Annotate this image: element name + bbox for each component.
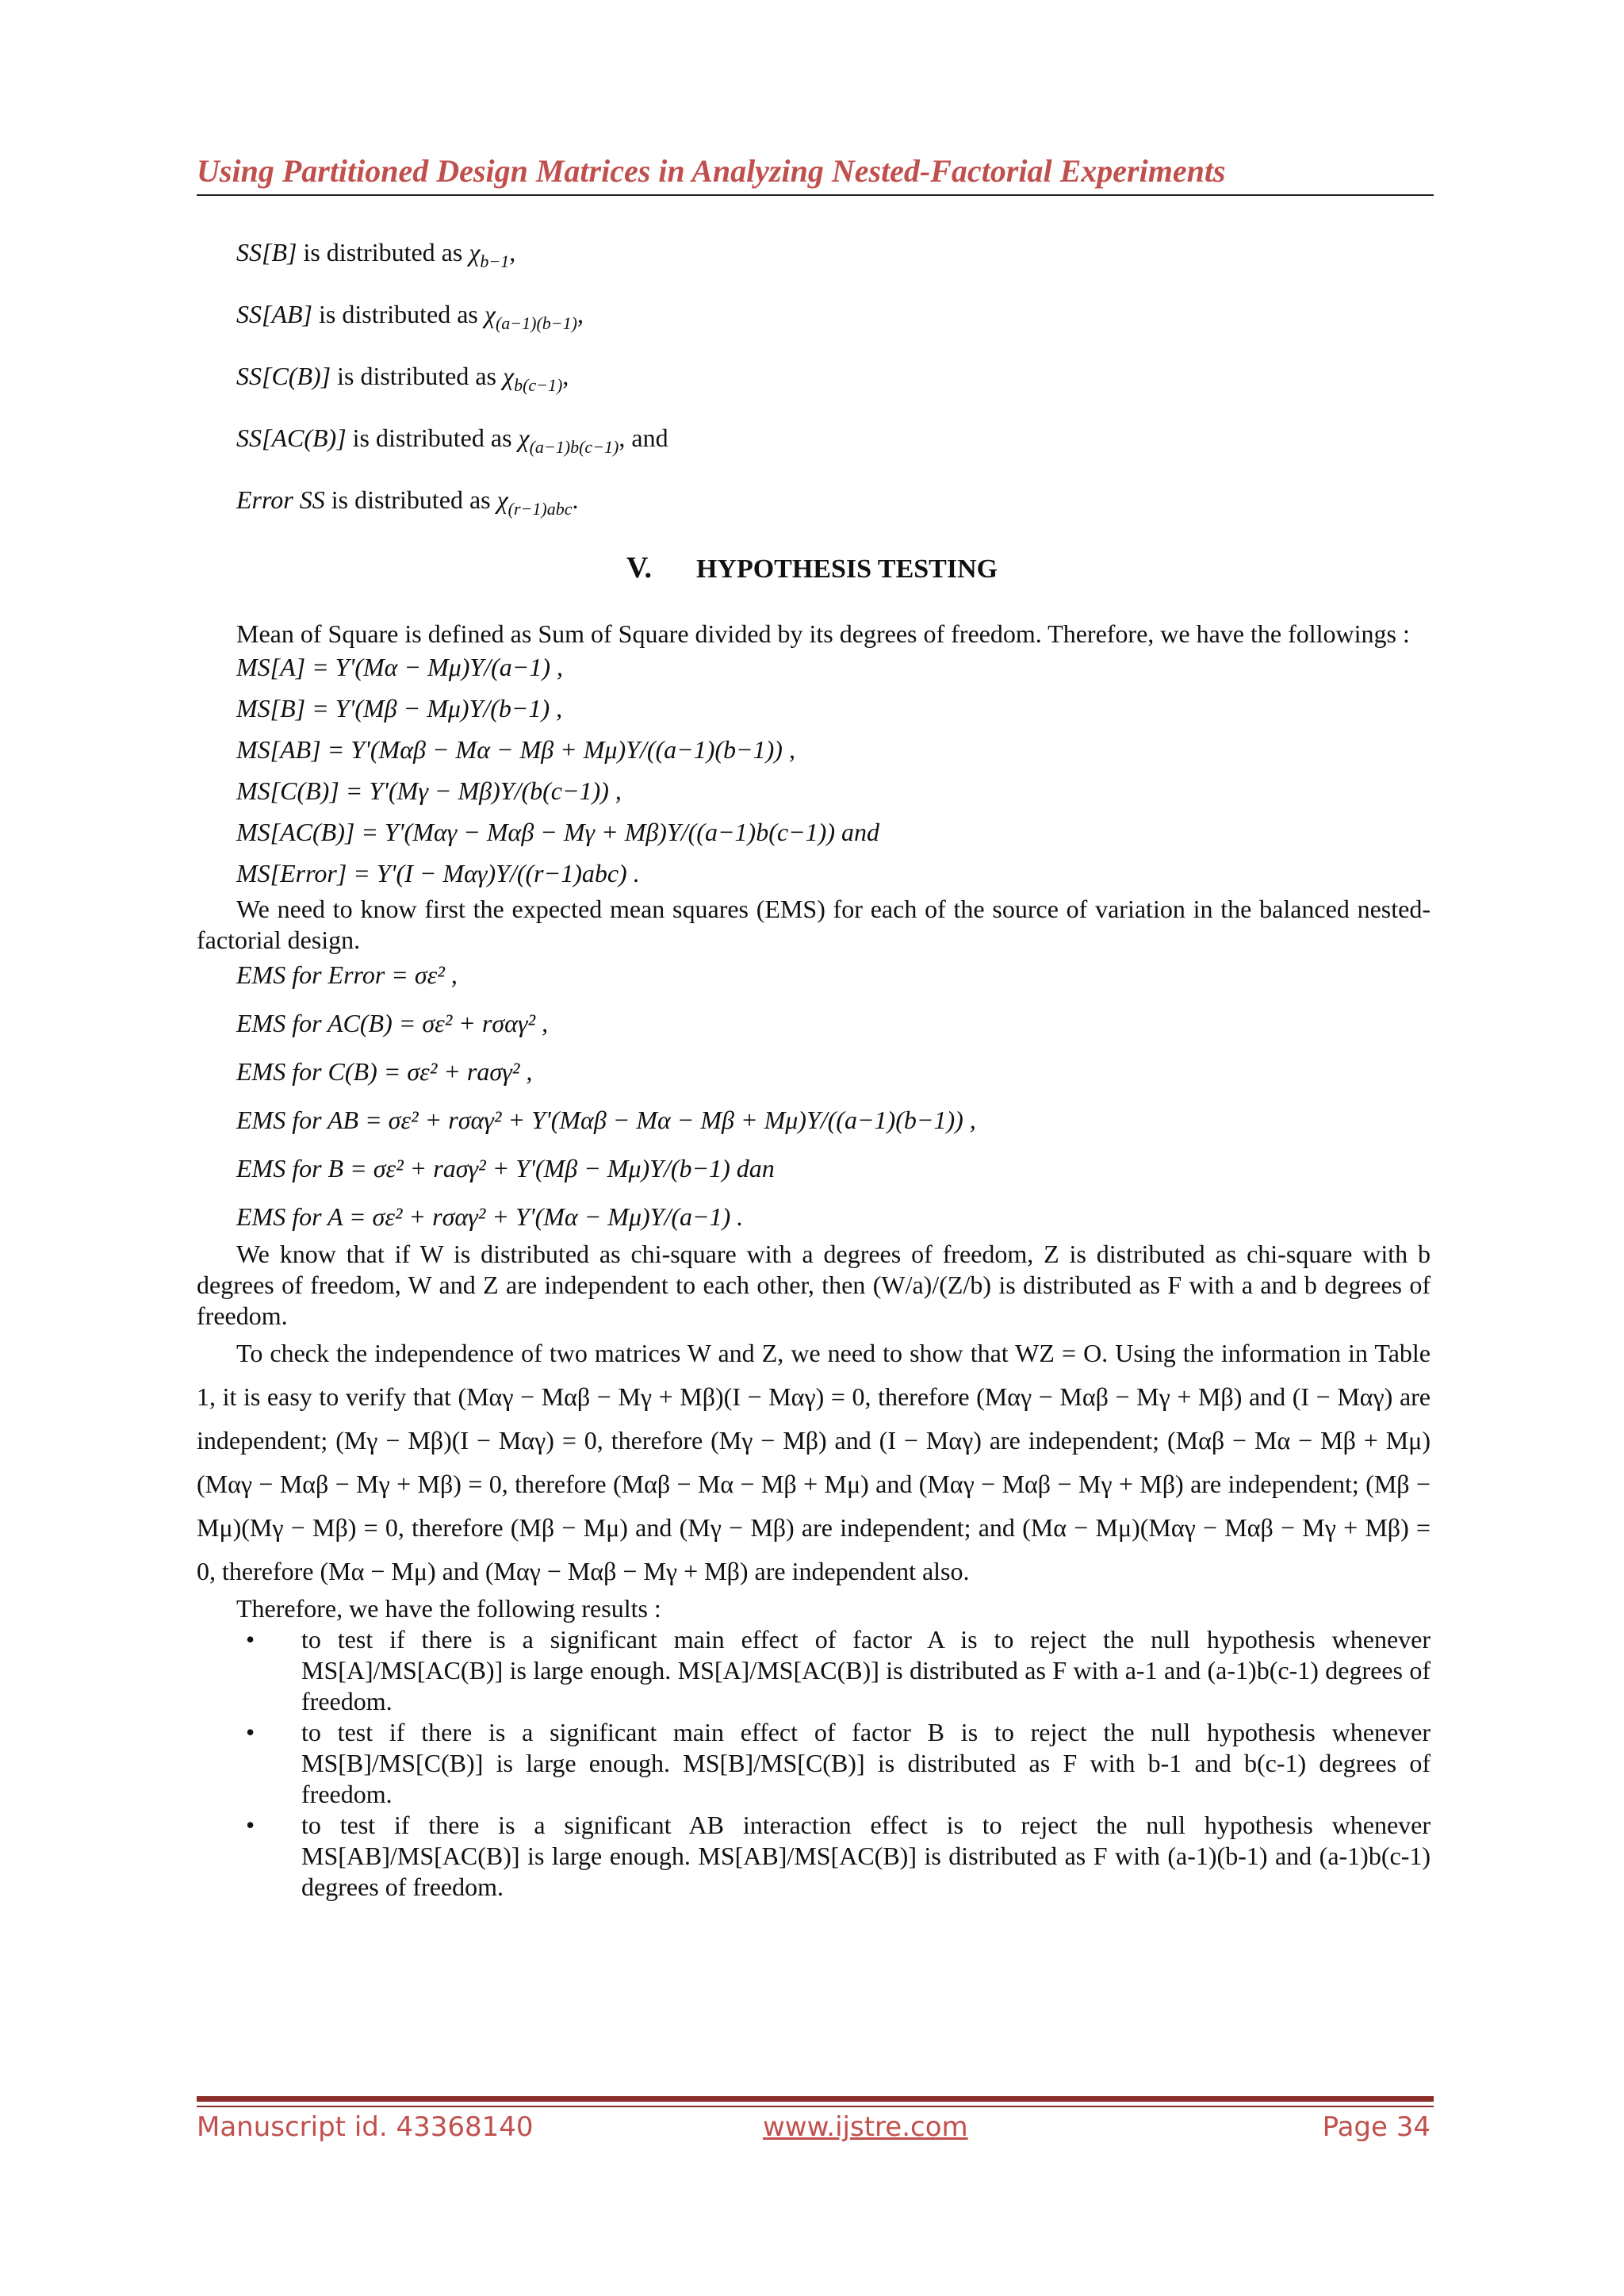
chi-square-paragraph: We know that if W is distributed as chi-square with a degrees of freedom, Z is distributed as chi-square with b degrees of freedom, W and Z are independent to each other, then (W/a)/(Z/b) is distributed as F with a and b degrees of freedom. [197, 1240, 1431, 1330]
mean-square-item: MS[Error] = Y'(I − Mαγ)Y/((r−1)abc) . [236, 859, 640, 887]
mean-squares-list [197, 651, 1431, 889]
body-text [197, 619, 1431, 1903]
manuscript-id: Manuscript id. 43368140 [197, 2111, 534, 2143]
mean-square-item: MS[B] = Y'(Mβ − Mμ)Y/(b−1) , [236, 694, 563, 723]
footer-rule-thin [197, 2106, 1434, 2107]
result-bullet: • to test if there is a significant AB interaction effect is to reject the null hypothesis whenever MS[AB]/MS[AC(B)] is large enough. MS[AB]/MS[AC(B)] is distributed as F with (a-1)(b-1) and (a-1)b(c-1) degrees of freedom. [246, 1811, 1431, 1901]
page-number: Page 34 [1322, 2111, 1431, 2143]
distribution-item: SS[AC(B)] is distributed as $\chi_{(a-1)b(c-1)}$, and [236, 424, 668, 457]
distribution-item: SS[B] is distributed as $\chi_{b-1}$, [236, 238, 516, 271]
section-number: V. [626, 551, 652, 585]
ems-item: EMS for A = σε² + rσαγ² + Y'(Mα − Mμ)Y/(a−1) . [236, 1202, 744, 1231]
distribution-list [197, 236, 1431, 525]
ems-item: EMS for B = σε² + raσγ² + Y'(Mβ − Mμ)Y/(b−1) dan [236, 1154, 775, 1182]
bullet-marker: • [246, 1811, 255, 1839]
distribution-item: SS[AB] is distributed as $\chi_{(a-1)(b-1)}$, [236, 300, 584, 333]
header-rule [197, 194, 1434, 196]
results-list [197, 1624, 1431, 1903]
distribution-item: SS[C(B)] is distributed as $\chi_{b(c-1)}$, [236, 362, 569, 395]
ems-paragraph: We need to know first the expected mean squares (EMS) for each of the source of variation in the balanced nested-factorial design. [197, 895, 1431, 954]
mean-square-item: MS[AC(B)] = Y'(Mαγ − Mαβ − Mγ + Mβ)Y/((a−1)b(c−1)) and [236, 818, 879, 846]
section-heading [0, 550, 1624, 585]
bullet-marker: • [246, 1718, 255, 1746]
bullet-marker: • [246, 1625, 255, 1654]
mean-square-item: MS[AB] = Y'(Mαβ − Mα − Mβ + Mμ)Y/((a−1)(b−1)) , [236, 735, 795, 764]
ems-item: EMS for Error = σε² , [236, 960, 458, 989]
mean-square-item: MS[A] = Y'(Mα − Mμ)Y/(a−1) , [236, 653, 564, 681]
website-link[interactable]: www.ijstre.com [763, 2111, 968, 2143]
independence-paragraph: To check the independence of two matrices W and Z, we need to show that WZ = O. Using the information in Table 1, it is easy to verify that (Mαγ − Mαβ − Mγ + Mβ)(I − Mαγ) = 0, therefore (Mαγ − Mαβ − Mγ + Mβ) and (I − Mαγ) are independent; (Mγ − Mβ)(I − Mαγ) = 0, therefore (Mγ − Mβ) and (I − Mαγ) are independent; (Mαβ − Mα − Mβ + Mμ)(Mαγ − Mαβ − Mγ + Mβ) = 0, therefore (Mαβ − Mα − Mβ + Mμ) and (Mαγ − Mαβ − Mγ + Mβ) are independent; (Mβ − Mμ)(Mγ − Mβ) = 0, therefore (Mβ − Mμ) and (Mγ − Mβ) are independent; and (Mα − Mμ)(Mαγ − Mαβ − Mγ + Mβ) = 0, therefore (Mα − Mμ) and (Mαγ − Mαβ − Mγ + Mβ) are independent also. [197, 1339, 1431, 1585]
intro-paragraph: Mean of Square is defined as Sum of Square divided by its degrees of freedom. Therefore, we have the followings : [236, 619, 1410, 648]
distribution-item: Error SS is distributed as $\chi_{(r-1)abc}$. [236, 485, 579, 519]
running-header: Using Partitioned Design Matrices in Analyzing Nested-Factorial Experiments [197, 153, 1226, 189]
ems-list [197, 959, 1431, 1232]
ems-item: EMS for AC(B) = σε² + rσαγ² , [236, 1009, 549, 1037]
footer-rule-thick [197, 2096, 1434, 2102]
result-bullet: • to test if there is a significant main effect of factor B is to reject the null hypothesis whenever MS[B]/MS[C(B)] is large enough. MS[B]/MS[C(B)] is distributed as F with b-1 and b(c-1) degrees of freedom. [246, 1718, 1431, 1808]
ems-item: EMS for C(B) = σε² + raσγ² , [236, 1057, 533, 1086]
result-bullet: • to test if there is a significant main effect of factor A is to reject the null hypothesis whenever MS[A]/MS[AC(B)] is large enough. MS[A]/MS[AC(B)] is distributed as F with a-1 and (a-1)b(c-1) degrees of freedom. [246, 1625, 1431, 1715]
ems-item: EMS for AB = σε² + rσαγ² + Y'(Mαβ − Mα − Mβ + Mμ)Y/((a−1)(b−1)) , [236, 1106, 976, 1134]
section-title: HYPOTHESIS TESTING [695, 554, 998, 584]
results-intro: Therefore, we have the following results : [236, 1594, 661, 1623]
mean-square-item: MS[C(B)] = Y'(Mγ − Mβ)Y/(b(c−1)) , [236, 776, 622, 805]
